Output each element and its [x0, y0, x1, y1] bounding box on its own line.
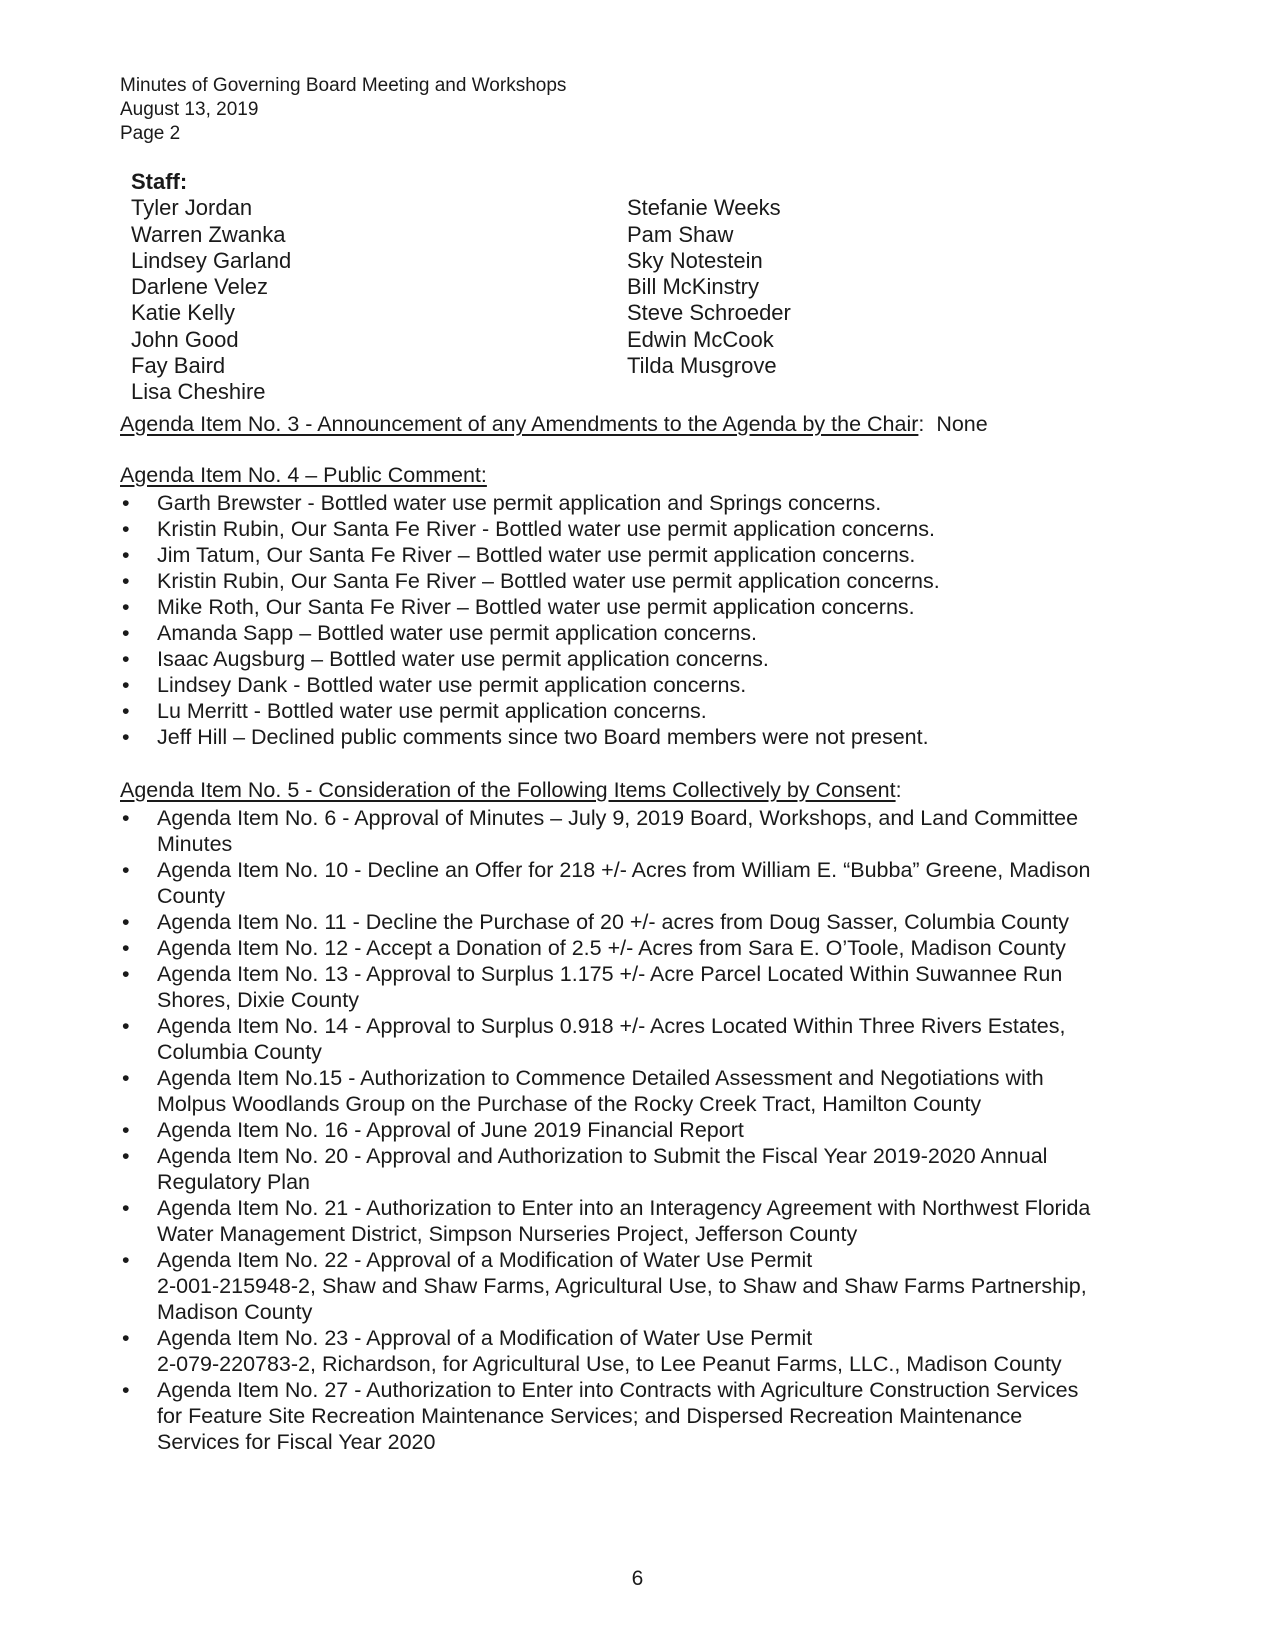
bullet-icon: •: [122, 491, 130, 515]
public-comment-text: Isaac Augsburg – Bottled water use permit application concerns.: [157, 647, 769, 671]
agenda-item-4: [120, 462, 1170, 750]
list-item: [120, 1143, 1170, 1195]
consent-item-line: Columbia County: [157, 1040, 322, 1064]
list-item: [120, 672, 1170, 698]
bullet-icon: •: [122, 517, 130, 541]
list-item: [120, 909, 1170, 935]
bullet-icon: •: [122, 1066, 130, 1090]
consent-item-line: Agenda Item No. 27 - Authorization to Enter into Contracts with Agriculture Construction Services: [157, 1378, 1079, 1402]
public-comment-text: Mike Roth, Our Santa Fe River – Bottled water use permit application concerns.: [157, 595, 915, 619]
staff-name: Edwin McCook: [627, 326, 774, 352]
staff-name: Fay Baird: [131, 353, 226, 379]
consent-item-line: Agenda Item No. 13 - Approval to Surplus 1.175 +/- Acre Parcel Located Within Suwannee Run: [157, 962, 1063, 986]
consent-item-line: Agenda Item No.15 - Authorization to Commence Detailed Assessment and Negotiations with: [157, 1066, 1044, 1090]
consent-item-line: Shores, Dixie County: [157, 988, 359, 1012]
staff-name: Lindsey Garland: [131, 247, 292, 273]
list-item: [120, 1117, 1170, 1143]
list-item: [120, 1065, 1170, 1117]
agenda-item-5-suffix: :: [895, 778, 902, 802]
list-item: [120, 646, 1170, 672]
bullet-icon: •: [122, 1118, 130, 1142]
bullet-icon: •: [122, 1144, 130, 1168]
staff-heading: Staff:: [131, 169, 188, 194]
page-header: [120, 74, 566, 146]
agenda-item-4-title: Agenda Item No. 4 – Public Comment:: [120, 463, 487, 487]
list-item: [120, 568, 1170, 594]
list-item: [120, 1377, 1170, 1455]
bullet-icon: •: [122, 699, 130, 723]
bullet-icon: •: [122, 647, 130, 671]
consent-item-line: County: [157, 884, 226, 908]
consent-item-list: [120, 805, 1170, 1455]
bullet-icon: •: [122, 595, 130, 619]
agenda-item-3: [120, 411, 1170, 437]
staff-name: Sky Notestein: [627, 247, 763, 273]
public-comment-text: Jeff Hill – Declined public comments since two Board members were not present.: [157, 725, 929, 749]
consent-item-line: 2-001-215948-2, Shaw and Shaw Farms, Agricultural Use, to Shaw and Shaw Farms Partnership,: [157, 1274, 1087, 1298]
list-item: [120, 857, 1170, 909]
consent-item-line: Madison County: [157, 1300, 313, 1324]
staff-list-right: [627, 195, 791, 379]
staff-name: Darlene Velez: [131, 274, 268, 300]
bullet-icon: •: [122, 1378, 130, 1402]
list-item: [120, 1195, 1170, 1247]
agenda-item-3-suffix: : None: [918, 412, 988, 436]
staff-name: Bill McKinstry: [627, 274, 760, 300]
list-item: [120, 935, 1170, 961]
consent-item-line: Water Management District, Simpson Nurseries Project, Jefferson County: [157, 1222, 858, 1246]
bullet-icon: •: [122, 1248, 130, 1272]
consent-item-line: Agenda Item No. 10 - Decline an Offer for 218 +/- Acres from William E. “Bubba” Greene, Madison: [157, 858, 1091, 882]
bullet-icon: •: [122, 621, 130, 645]
agenda-item-5-title: Agenda Item No. 5 - Consideration of the Following Items Collectively by Consent: [120, 778, 896, 802]
public-comment-text: Amanda Sapp – Bottled water use permit application concerns.: [157, 621, 757, 645]
consent-item-line: Regulatory Plan: [157, 1170, 310, 1194]
consent-item-line: Agenda Item No. 11 - Decline the Purchase of 20 +/- acres from Doug Sasser, Columbia County: [157, 910, 1070, 934]
list-item: [120, 1325, 1170, 1377]
bullet-icon: •: [122, 1326, 130, 1350]
staff-name: Tilda Musgrove: [627, 353, 777, 379]
public-comment-text: Garth Brewster - Bottled water use permit application and Springs concerns.: [157, 491, 882, 515]
staff-name: John Good: [131, 326, 239, 352]
consent-item-line: Molpus Woodlands Group on the Purchase of the Rocky Creek Tract, Hamilton County: [157, 1092, 982, 1116]
staff-name: Pam Shaw: [627, 221, 734, 247]
agenda-item-5-heading: [120, 777, 1170, 803]
staff-section: [131, 169, 1031, 405]
staff-name: Stefanie Weeks: [627, 195, 781, 221]
staff-name: Lisa Cheshire: [131, 379, 266, 405]
list-item: [120, 542, 1170, 568]
bullet-icon: •: [122, 569, 130, 593]
consent-item-line: Agenda Item No. 21 - Authorization to Enter into an Interagency Agreement with Northwest Florida: [157, 1196, 1091, 1220]
header-date: August 13, 2019: [120, 99, 259, 120]
public-comment-list: [120, 490, 1170, 750]
consent-item-line: Minutes: [157, 832, 233, 856]
bullet-icon: •: [122, 962, 130, 986]
agenda-item-3-title: Agenda Item No. 3 - Announcement of any Amendments to the Agenda by the Chair: [120, 412, 919, 436]
bullet-icon: •: [122, 910, 130, 934]
bullet-icon: •: [122, 1196, 130, 1220]
public-comment-text: Lindsey Dank - Bottled water use permit application concerns.: [157, 673, 747, 697]
list-item: [120, 961, 1170, 1013]
bullet-icon: •: [122, 543, 130, 567]
header-title: Minutes of Governing Board Meeting and Workshops: [120, 75, 567, 96]
consent-item-line: Agenda Item No. 22 - Approval of a Modification of Water Use Permit: [157, 1248, 813, 1272]
header-page: Page 2: [120, 123, 181, 144]
staff-name: Tyler Jordan: [131, 195, 253, 221]
list-item: [120, 1247, 1170, 1325]
agenda-item-4-heading: [120, 462, 1170, 488]
public-comment-text: Lu Merritt - Bottled water use permit application concerns.: [157, 699, 707, 723]
agenda-item-3-heading: [120, 411, 1170, 437]
list-item: [120, 516, 1170, 542]
staff-name: Katie Kelly: [131, 300, 235, 326]
consent-item-line: Agenda Item No. 20 - Approval and Authorization to Submit the Fiscal Year 2019-2020 Annual: [157, 1144, 1048, 1168]
consent-item-line: 2-079-220783-2, Richardson, for Agricultural Use, to Lee Peanut Farms, LLC., Madison County: [157, 1352, 1062, 1376]
public-comment-text: Kristin Rubin, Our Santa Fe River – Bottled water use permit application concerns.: [157, 569, 940, 593]
staff-name: Steve Schroeder: [627, 300, 791, 326]
consent-item-line: Agenda Item No. 16 - Approval of June 2019 Financial Report: [157, 1118, 744, 1142]
public-comment-text: Kristin Rubin, Our Santa Fe River - Bottled water use permit application concerns.: [157, 517, 935, 541]
list-item: [120, 805, 1170, 857]
bullet-icon: •: [122, 858, 130, 882]
page-number: 6: [631, 1567, 644, 1590]
agenda-item-5: [120, 777, 1170, 1455]
consent-item-line: Agenda Item No. 14 - Approval to Surplus 0.918 +/- Acres Located Within Three Rivers Estates,: [157, 1014, 1066, 1038]
public-comment-text: Jim Tatum, Our Santa Fe River – Bottled water use permit application concerns.: [157, 543, 916, 567]
bullet-icon: •: [122, 806, 130, 830]
bullet-icon: •: [122, 725, 130, 749]
staff-list-left: [131, 195, 291, 405]
consent-item-line: Agenda Item No. 6 - Approval of Minutes – July 9, 2019 Board, Workshops, and Land Committee: [157, 806, 1079, 830]
staff-name: Warren Zwanka: [131, 221, 286, 247]
list-item: [120, 490, 1170, 516]
list-item: [120, 594, 1170, 620]
list-item: [120, 698, 1170, 724]
list-item: [120, 724, 1170, 750]
consent-item-line: Agenda Item No. 23 - Approval of a Modification of Water Use Permit: [157, 1326, 813, 1350]
consent-item-line: Agenda Item No. 12 - Accept a Donation of 2.5 +/- Acres from Sara E. O’Toole, Madison County: [157, 936, 1066, 960]
bullet-icon: •: [122, 936, 130, 960]
consent-item-line: Services for Fiscal Year 2020: [157, 1430, 436, 1454]
consent-item-line: for Feature Site Recreation Maintenance Services; and Dispersed Recreation Maintenance: [157, 1404, 1023, 1428]
list-item: [120, 620, 1170, 646]
bullet-icon: •: [122, 1014, 130, 1038]
list-item: [120, 1013, 1170, 1065]
bullet-icon: •: [122, 673, 130, 697]
